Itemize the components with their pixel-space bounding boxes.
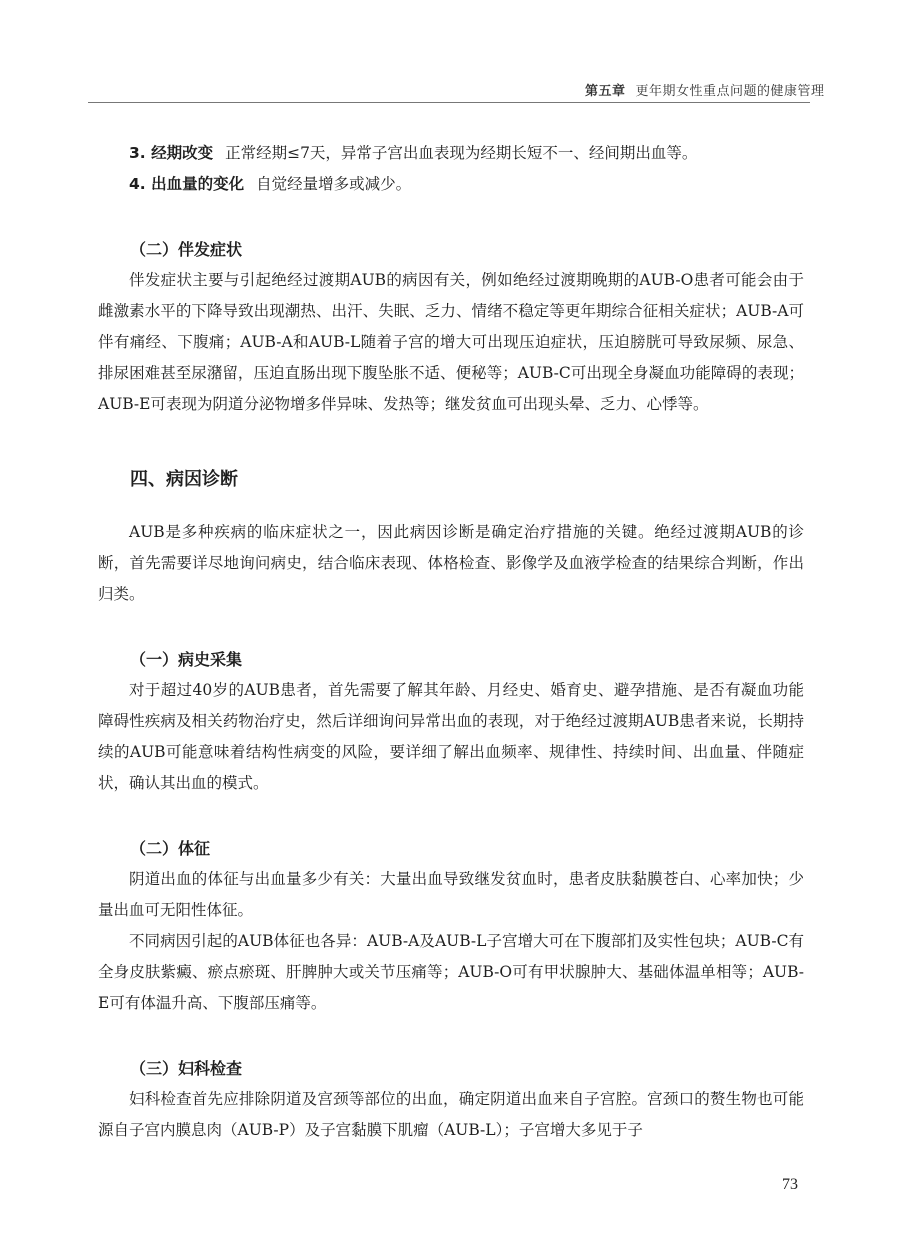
- section-heading-gynecologic-exam: （三）妇科检查: [130, 1059, 243, 1078]
- running-header: [585, 80, 825, 99]
- paragraph-signs-2: 不同病因引起的AUB体征也各异：AUB-A及AUB-L子宫增大可在下腹部扪及实性包块；AUB-C有全身皮肤紫癜、瘀点瘀斑、肝脾肿大或关节压痛等；AUB-O可有甲状腺肿大、基础体温单相等；AUB-E可有体温升高、下腹部压痛等。: [98, 932, 804, 1012]
- paragraph-bleeding-volume: [98, 169, 804, 200]
- paragraph-gynecologic-exam: 妇科检查首先应排除阴道及宫颈等部位的出血，确定阴道出血来自子宫腔。宫颈口的赘生物也可能源自子宫内膜息肉（AUB-P）及子宫黏膜下肌瘤（AUB-L）；子宫增大多见于子: [98, 1090, 804, 1139]
- section-heading-signs: （二）体征: [130, 839, 211, 858]
- section-heading-history: （一）病史采集: [130, 650, 243, 669]
- paragraph-signs-1: 阴道出血的体征与出血量多少有关：大量出血导致继发贫血时，患者皮肤黏膜苍白、心率加快；少量出血可无阳性体征。: [98, 870, 804, 919]
- paragraph-history: 对于超过40岁的AUB患者，首先需要了解其年龄、月经史、婚育史、避孕措施、是否有凝血功能障碍性疾病及相关药物治疗史，然后详细询问异常出血的表现，对于绝经过渡期AUB患者来说，长期持续的AUB可能意味着结构性病变的风险，要详细了解出血频率、规律性、持续时间、出血量、伴随症状，确认其出血的模式。: [98, 681, 804, 792]
- paragraph-text: 正常经期≤7天，异常子宫出血表现为经期长短不一、经间期出血等。: [225, 144, 698, 162]
- item-heading-bleeding-volume: 4. 出血量的变化: [129, 175, 245, 193]
- chapter-label: 第五章: [585, 84, 626, 99]
- chapter-title: 更年期女性重点问题的健康管理: [635, 84, 825, 99]
- paragraph-companion-symptoms: 伴发症状主要与引起绝经过渡期AUB的病因有关，例如绝经过渡期晚期的AUB-O患者可能会由于雌激素水平的下降导致出现潮热、出汗、失眠、乏力、情绪不稳定等更年期综合征相关症状；AUB-A可伴有痛经、下腹痛；AUB-A和AUB-L随着子宫的增大可出现压迫症状，压迫膀胱可导致尿频、尿急、排尿困难甚至尿潴留，压迫直肠出现下腹坠胀不适、便秘等；AUB-C可出现全身凝血功能障碍的表现；AUB-E可表现为阴道分泌物增多伴异味、发热等；继发贫血可出现头晕、乏力、心悸等。: [98, 271, 804, 413]
- page-body: [98, 138, 804, 1146]
- item-heading-menstrual-change: 3. 经期改变: [129, 144, 214, 162]
- paragraph-text: 自觉经量增多或减少。: [256, 175, 412, 193]
- paragraph-menstrual-change: [98, 138, 804, 169]
- page-number: 73: [782, 1176, 798, 1193]
- header-divider: [88, 102, 810, 103]
- chapter-section-heading-diagnosis: 四、病因诊断: [130, 469, 238, 490]
- section-heading-companion-symptoms: （二）伴发症状: [130, 240, 243, 259]
- paragraph-diagnosis: AUB是多种疾病的临床症状之一，因此病因诊断是确定治疗措施的关键。绝经过渡期AUB的诊断，首先需要详尽地询问病史，结合临床表现、体格检查、影像学及血液学检查的结果综合判断，作出归类。: [98, 523, 804, 603]
